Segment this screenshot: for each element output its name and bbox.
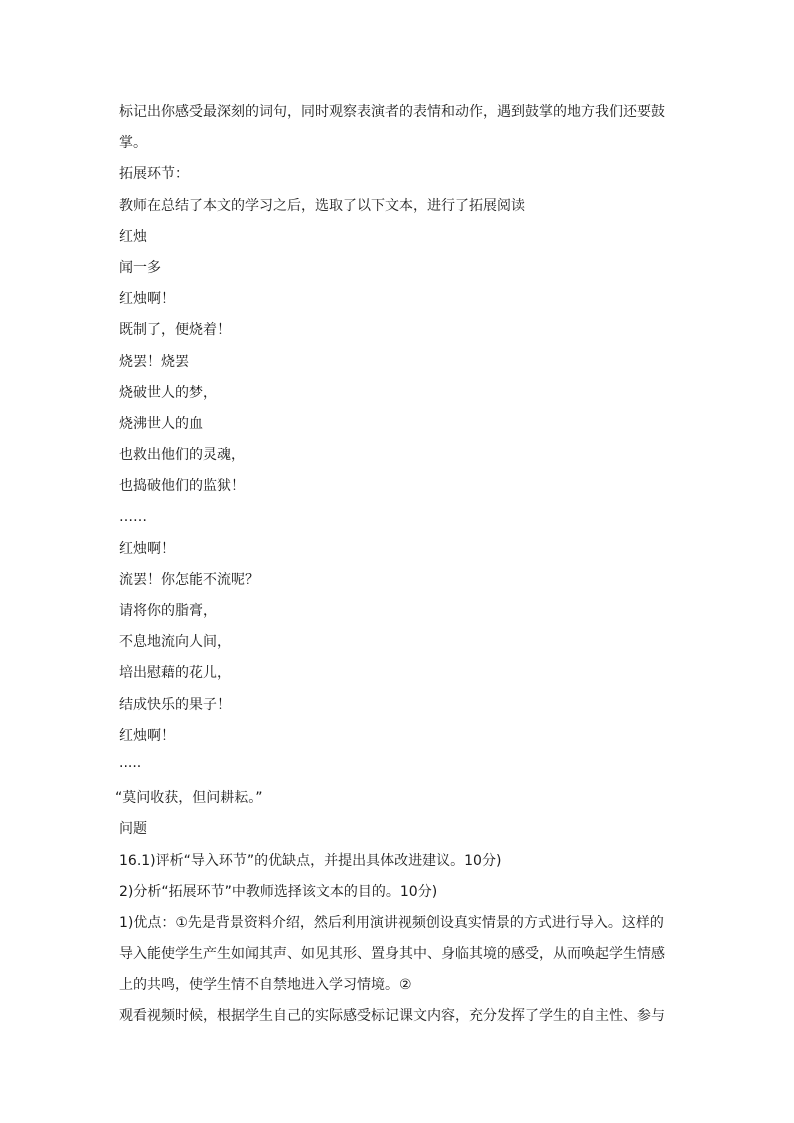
poem-line: 红烛啊！ (119, 540, 175, 557)
answer-line: 1)优点：①先是背景资料介绍，然后利用演讲视频创设真实情景的方式进行导入。这样的 (119, 914, 664, 931)
poem-line: 不息地流向人间， (119, 634, 231, 651)
poem-line: 烧破世人的梦， (119, 384, 217, 401)
question-item: 2)分析“拓展环节”中教师选择该文本的目的。10分) (119, 883, 438, 900)
poem-ellipsis: ····· (119, 758, 142, 775)
poem-line: 既制了，便烧着！ (119, 322, 231, 339)
answer-line: 导入能使学生产生如闻其声、如见其形、置身其中、身临其境的感受，从而唤起学生情感 (119, 946, 665, 963)
section-heading-extension: 拓展环节： (119, 166, 189, 183)
poem-line: 也捣破他们的监狱！ (119, 478, 245, 495)
poem-line: 红烛啊！ (119, 291, 175, 308)
poem-line: 结成快乐的果子！ (119, 696, 231, 713)
poem-author: 闻一多 (119, 259, 161, 276)
poem-line: 请将你的脂膏， (119, 603, 217, 619)
answer-line: 观看视频时候，根据学生自己的实际感受标记课文内容，充分发挥了学生的自主性、参与 (119, 1008, 665, 1025)
question-heading: 问题 (119, 821, 147, 838)
paragraph-line: 掌。 (119, 135, 147, 152)
paragraph-line: 教师在总结了本文的学习之后，选取了以下文本，进行了拓展阅读 (119, 197, 525, 214)
poem-line: 烧罢！烧罢 (119, 353, 189, 370)
poem-line: 流罢！你怎能不流呢？ (119, 571, 259, 588)
poem-line: 烧沸世人的血 (119, 415, 203, 432)
paragraph-line: 标记出你感受最深刻的词句，同时观察表演者的表情和动作，遇到鼓掌的地方我们还要鼓 (119, 104, 665, 120)
document-body (115, 97, 671, 1033)
quote-line: “莫问收获，但问耕耘。” (115, 790, 263, 807)
poem-line: 培出慰藉的花儿， (119, 665, 231, 682)
answer-line: 上的共鸣，使学生情不自禁地进入学习情境。② (119, 977, 412, 994)
poem-title: 红烛 (119, 228, 147, 245)
poem-ellipsis: …… (119, 509, 147, 526)
question-item: 16.1)评析“导入环节”的优缺点，并提出具体改进建议。10分) (119, 852, 502, 869)
poem-line: 也救出他们的灵魂， (119, 447, 245, 464)
poem-line: 红烛啊！ (119, 727, 175, 744)
